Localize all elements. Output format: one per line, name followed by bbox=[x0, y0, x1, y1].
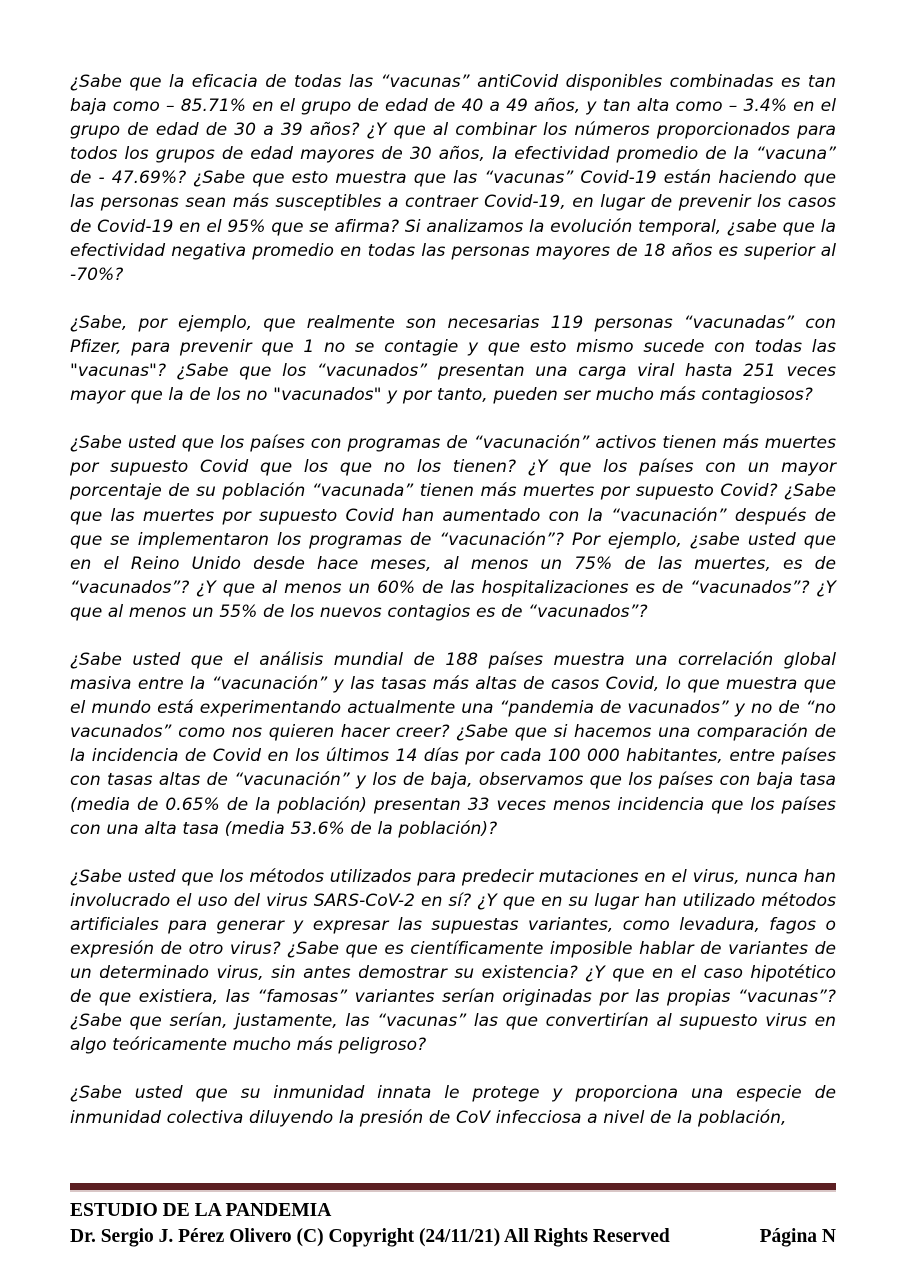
footer-bottom-row bbox=[70, 1224, 836, 1250]
paragraph: ¿Sabe usted que los países con programas de “vacunación” activos tienen más muertes por supuesto Covid que los que no los tienen? ¿Y que los países con un mayor porcentaje de su población “vacunada” tienen más muertes por supuesto Covid? ¿Sabe que las muertes por supuesto Covid han aumentado con la “vacunación” después de que se implementaron los programas de “vacunación”? Por ejemplo, ¿sabe usted que en el Reino Unido desde hace meses, al menos un 75% de las muertes, es de “vacunados”? ¿Y que al menos un 60% de las hospitalizaciones es de “vacunados”? ¿Y que al menos un 55% de los nuevos contagios es de “vacunados”? bbox=[70, 433, 836, 622]
footer-divider bbox=[70, 1183, 836, 1192]
paragraph: ¿Sabe usted que el análisis mundial de 188 países muestra una correlación global masiva entre la “vacunación” y las tasas más altas de casos Covid, lo que muestra que el mundo está experimentando actualmente una “pandemia de vacunados” y no de “no vacunados” como nos quieren hacer creer? ¿Sabe que si hacemos una comparación de la incidencia de Covid en los últimos 14 días por cada 100 000 habitantes, entre países con tasas altas de “vacunación” y los de baja, observamos que los países con baja tasa (media de 0.65% de la población) presentan 33 veces menos incidencia que los países con una alta tasa (media 53.6% de la población)? bbox=[70, 649, 836, 839]
body-text-column bbox=[70, 70, 836, 1130]
footer-title: ESTUDIO DE LA PANDEMIA bbox=[70, 1200, 332, 1221]
paragraph: ¿Sabe que la eficacia de todas las “vacunas” antiCovid disponibles combinadas es tan baja como – 85.71% en el grupo de edad de 40 a 49 años, y tan alta como – 3.4% en el grupo de edad de 30 a 39 años? ¿Y que al combinar los números proporcionados para todos los grupos de edad mayores de 30 años, la efectividad promedio de la “vacuna” de - 47.69%? ¿Sabe que esto muestra que las “vacunas” Covid-19 están haciendo que las personas sean más susceptibles a contraer Covid-19, en lugar de prevenir los casos de Covid-19 en el 95% que se afirma? Si analizamos la evolución temporal, ¿sabe que la efectividad negativa promedio en todas las personas mayores de 18 años es superior al -70%? bbox=[70, 72, 836, 285]
paragraph: ¿Sabe usted que su inmunidad innata le protege y proporciona una especie de inmunidad colectiva diluyendo la presión de CoV infecciosa a nivel de la población, bbox=[70, 1083, 836, 1128]
footer-page-number: Página N bbox=[759, 1226, 836, 1247]
paragraph: ¿Sabe usted que los métodos utilizados para predecir mutaciones en el virus, nunca han involucrado el uso del virus SARS-CoV-2 en sí? ¿Y que en su lugar han utilizado métodos artificiales para generar y expresar las supuestas variantes, como levadura, fagos o expresión de otro virus? ¿Sabe que es científicamente imposible hablar de variantes de un determinado virus, sin antes demostrar su existencia? ¿Y que en el caso hipotético de que existiera, las “famosas” variantes serían originadas por las propias “vacunas”? ¿Sabe que serían, justamente, las “vacunas” las que convertirían al supuesto virus en algo teóricamente mucho más peligroso? bbox=[70, 866, 836, 1056]
paragraph: ¿Sabe, por ejemplo, que realmente son necesarias 119 personas “vacunadas” con Pfizer, para prevenir que 1 no se contagie y que esto mismo sucede con todas las "vacunas"? ¿Sabe que los “vacunados” presentan una carga viral hasta 251 veces mayor que la de los no "vacunados" y por tanto, pueden ser mucho más contagiosos? bbox=[70, 312, 836, 406]
page-footer bbox=[70, 1183, 836, 1250]
footer-copyright: Dr. Sergio J. Pérez Olivero (C) Copyright (24/11/21) All Rights Reserved bbox=[70, 1226, 670, 1247]
